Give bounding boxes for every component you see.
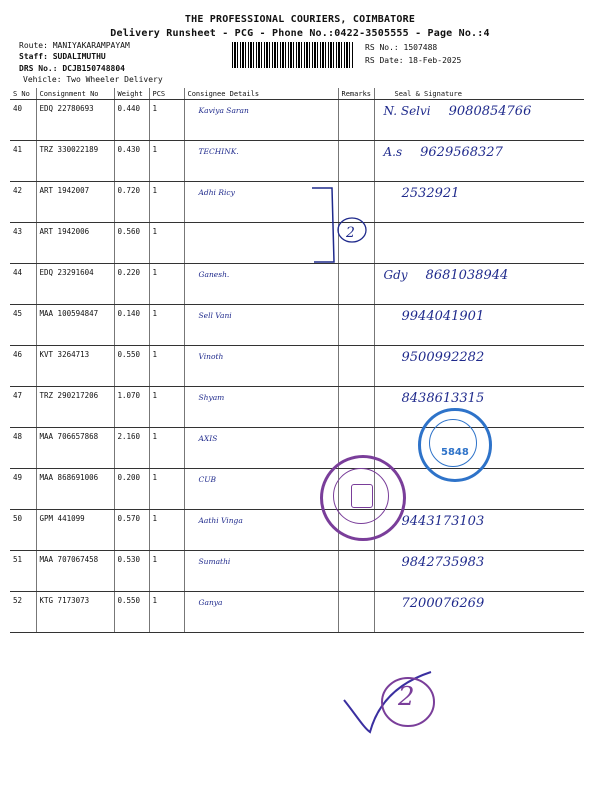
table-row [10,305,584,346]
phone-handwritten: 9842735983 [401,555,485,570]
row-weight: 0.570 [114,510,149,551]
row-remarks [338,346,374,387]
row-seal-signature [374,305,584,346]
row-consignment-no: MAA 100594847 [36,305,114,346]
table-row [10,592,584,633]
row-sno: 46 [10,346,36,387]
table-header-row [10,88,584,100]
bracket-annotation [310,186,370,266]
route-label: Route: MANIYAKARAMPAYAM [19,41,130,50]
table-row [10,428,584,469]
row-consignee-handwritten: AXIS [184,428,338,469]
row-consignment-no: MAA 868691006 [36,469,114,510]
row-pcs: 1 [149,510,184,551]
row-pcs: 1 [149,100,184,141]
table-row [10,469,584,510]
vehicle-label: Vehicle: Two Wheeler Delivery [23,75,163,84]
rs-date: RS Date: 18-Feb-2025 [365,56,462,65]
phone-handwritten: 9500992282 [401,350,485,365]
row-consignment-no: ART 1942007 [36,182,114,223]
signature-handwritten: N. Selvi [383,104,431,118]
row-remarks [338,551,374,592]
table-row [10,223,584,264]
row-consignment-no: MAA 706657868 [36,428,114,469]
table-row [10,346,584,387]
row-sno: 51 [10,551,36,592]
row-remarks [338,264,374,305]
table-row [10,100,584,141]
phone-handwritten: 8438613315 [401,391,485,406]
row-weight: 0.550 [114,592,149,633]
row-pcs: 1 [149,428,184,469]
row-seal-signature [374,346,584,387]
row-sno: 43 [10,223,36,264]
row-pcs: 1 [149,551,184,592]
row-consignee-handwritten: Vinoth [184,346,338,387]
staff-label: Staff: SUDALIMUTHU [19,52,106,61]
row-sno: 42 [10,182,36,223]
row-pcs: 1 [149,305,184,346]
row-weight: 0.430 [114,141,149,182]
tick-annotation [336,660,456,740]
phone-handwritten: 9629568327 [420,145,503,160]
row-sno: 41 [10,141,36,182]
col-weight: Weight [114,88,149,100]
row-weight: 0.530 [114,551,149,592]
table-row [10,141,584,182]
row-consignee-handwritten: Sell Vani [184,305,338,346]
row-consignment-no: ART 1942006 [36,223,114,264]
row-weight: 0.220 [114,264,149,305]
row-sno: 47 [10,387,36,428]
row-weight: 2.160 [114,428,149,469]
phone-handwritten: 7200076269 [401,596,485,611]
row-seal-signature [374,223,584,264]
circled-two-bottom: 2 [398,682,415,712]
col-sno: S No [10,88,36,100]
table-row [10,264,584,305]
col-consignment: Consignment No [36,88,114,100]
table-row [10,551,584,592]
row-pcs: 1 [149,182,184,223]
row-sno: 44 [10,264,36,305]
row-consignment-no: KVT 3264713 [36,346,114,387]
table-row [10,182,584,223]
row-seal-signature [374,182,584,223]
table-row [10,387,584,428]
phone-handwritten: 8681038944 [425,268,509,283]
row-pcs: 1 [149,223,184,264]
row-consignee-handwritten: Shyam [184,387,338,428]
row-pcs: 1 [149,592,184,633]
row-pcs: 1 [149,387,184,428]
runsheet-table [10,88,584,633]
row-pcs: 1 [149,346,184,387]
row-consignment-no: TRZ 330022189 [36,141,114,182]
row-sno: 48 [10,428,36,469]
signature-handwritten: Gdy [383,268,408,282]
phone-handwritten: 2532921 [401,186,460,201]
row-consignee-handwritten: Ganesh. [184,264,338,305]
circled-two-mark: 2 [346,225,355,241]
row-weight: 0.200 [114,469,149,510]
row-pcs: 1 [149,469,184,510]
phone-handwritten: 9443173103 [401,514,485,529]
bank-emblem-icon [351,484,373,508]
col-seal-signature: Seal & Signature [374,88,584,100]
row-seal-signature [374,141,584,182]
col-consignee: Consignee Details [184,88,338,100]
row-seal-signature [374,592,584,633]
rs-no: RS No.: 1507488 [365,43,438,52]
row-weight: 0.550 [114,346,149,387]
row-sno: 50 [10,510,36,551]
row-weight: 0.720 [114,182,149,223]
company-title: THE PROFESSIONAL COURIERS, COIMBATORE [184,14,416,25]
phone-handwritten: 9944041901 [401,309,485,324]
col-pcs: PCS [149,88,184,100]
row-pcs: 1 [149,141,184,182]
row-remarks [338,592,374,633]
table-row [10,510,584,551]
row-consignment-no: EDQ 23291604 [36,264,114,305]
row-consignee-handwritten: Ganya [184,592,338,633]
row-consignee-handwritten: Aathi Vinga [184,510,338,551]
row-weight: 0.560 [114,223,149,264]
city-union-bank-stamp [320,455,406,541]
row-consignee-handwritten: Sumathi [184,551,338,592]
row-remarks [338,305,374,346]
axis-stamp-number: 5848 [441,447,469,458]
drs-label: DRS No.: DCJB150748804 [19,64,125,73]
row-sno: 49 [10,469,36,510]
runsheet-title: Delivery Runsheet - PCG - Phone No.:0422-3505555 - Page No.:4 [110,28,490,39]
row-consignee-handwritten: CUB [184,469,338,510]
row-consignee-handwritten: Kaviya Saran [184,100,338,141]
row-consignee-handwritten: TECHINK. [184,141,338,182]
row-seal-signature [374,100,584,141]
row-seal-signature [374,510,584,551]
barcode [232,42,354,68]
row-weight: 0.440 [114,100,149,141]
row-consignment-no: EDQ 22780693 [36,100,114,141]
row-sno: 45 [10,305,36,346]
row-remarks [338,141,374,182]
signature-handwritten: A.s [383,145,403,159]
row-pcs: 1 [149,264,184,305]
row-remarks [338,387,374,428]
row-consignee-handwritten: Adhi Ricy [184,182,338,223]
row-consignment-no: GPM 441099 [36,510,114,551]
row-consignment-no: KTG 7173073 [36,592,114,633]
row-seal-signature [374,551,584,592]
row-consignment-no: TRZ 290217206 [36,387,114,428]
row-seal-signature [374,264,584,305]
col-remarks: Remarks [338,88,374,100]
row-weight: 1.070 [114,387,149,428]
row-remarks [338,100,374,141]
row-sno: 52 [10,592,36,633]
row-consignment-no: MAA 707067458 [36,551,114,592]
phone-handwritten: 9080854766 [448,104,532,119]
row-weight: 0.140 [114,305,149,346]
row-sno: 40 [10,100,36,141]
axis-bank-stamp [418,408,492,482]
